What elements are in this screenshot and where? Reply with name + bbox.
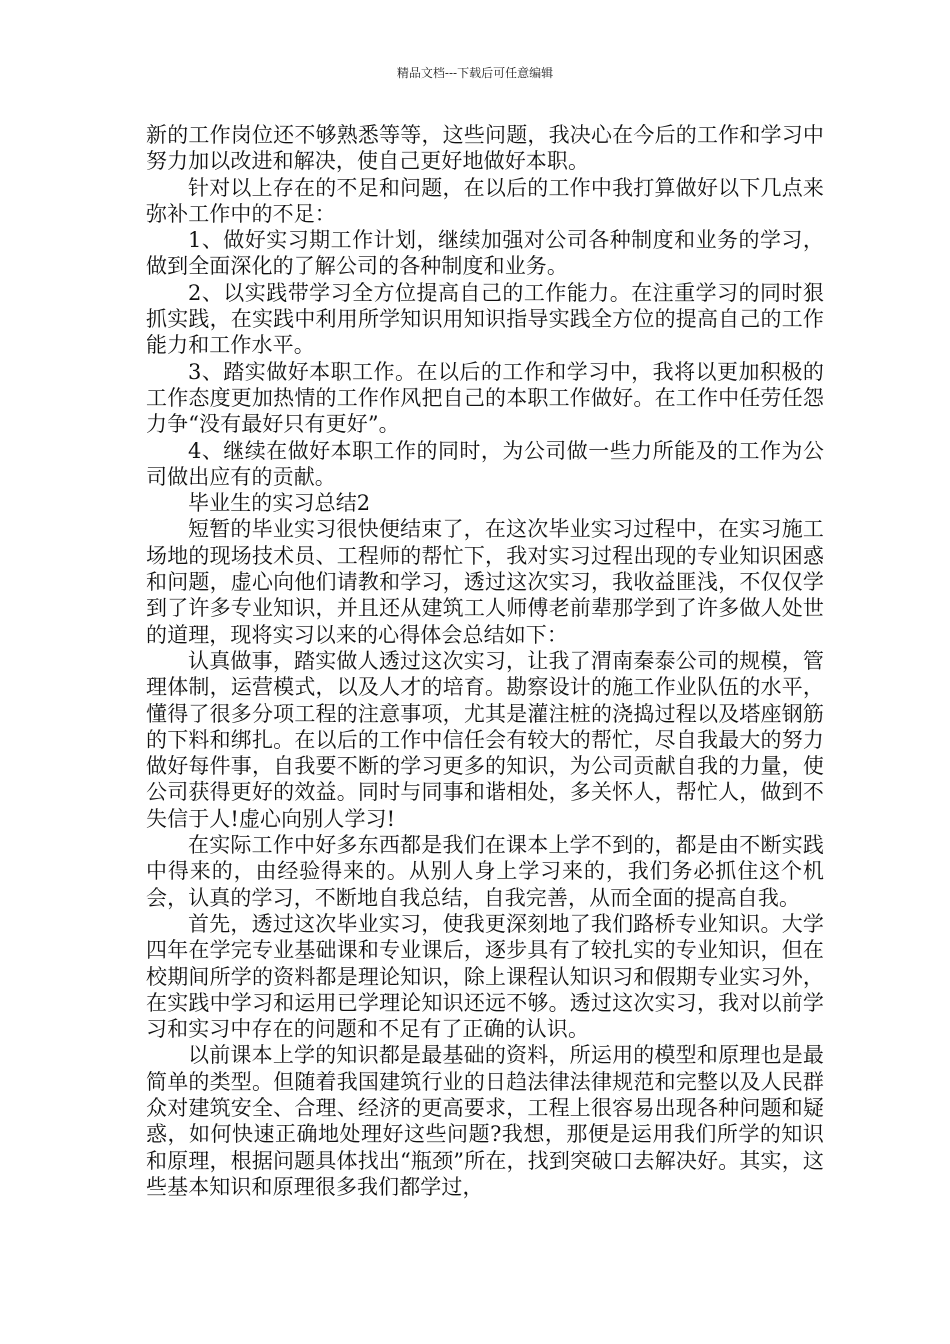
section-heading: 毕业生的实习总结2 [188, 491, 371, 516]
page-header: 精品文档---下载后可任意编辑 [396, 66, 554, 80]
paragraph: 2、以实践带学习全方位提高自己的工作能力。在注重学习的同时狠抓实践，在实践中利用所学知识用知识指导实践全方位的提高自己的工作能力和工作水平。 [146, 280, 824, 358]
paragraph: 1、做好实习期工作计划，继续加强对公司各种制度和业务的学习，做到全面深化的了解公司的各种制度和业务。 [146, 228, 824, 279]
paragraph: 首先，透过这次毕业实习，使我更深刻地了我们路桥专业知识。大学四年在学完专业基础课和专业课后，逐步具有了较扎实的专业知识，但在校期间所学的资料都是理论知识，除上课程认知识习和假期专业实习外，在实践中学习和运用已学理论知识还远不够。透过这次实习，我对以前学习和实习中存在的问题和不足有了正确的认识。 [146, 911, 824, 1042]
paragraph: 在实际工作中好多东西都是我们在课本上学不到的，都是由不断实践中得来的，由经验得来的。从别人身上学习来的，我们务必抓住这个机会，认真的学习，不断地自我总结，自我完善，从而全面的提高自我。 [146, 833, 824, 910]
document-body [146, 122, 824, 1200]
paragraph: 4、继续在做好本职工作的同时，为公司做一些力所能及的工作为公司做出应有的贡献。 [146, 438, 824, 489]
paragraph: 短暂的毕业实习很快便结束了，在这次毕业实习过程中，在实习施工场地的现场技术员、工程师的帮忙下，我对实习过程出现的专业知识困惑和问题，虚心向他们请教和学习，透过这次实习，我收益匪浅，不仅仅学到了许多专业知识，并且还从建筑工人师傅老前辈那学到了许多做人处世的道理，现将实习以来的心得体会总结如下： [146, 517, 824, 647]
paragraph: 以前课本上学的知识都是最基础的资料，所运用的模型和原理也是最简单的类型。但随着我国建筑行业的日趋法律法律规范和完整以及人民群众对建筑安全、合理、经济的更高要求，工程上很容易出现各种问题和疑惑，如何快速正确地处理好这些问题?我想，那便是运用我们所学的知识和原理，根据问题具体找出“瓶颈”所在，找到突破口去解决好。其实，这些基本知识和原理很多我们都学过， [146, 1043, 824, 1199]
paragraph: 3、踏实做好本职工作。在以后的工作和学习中，我将以更加积极的工作态度更加热情的工作作风把自己的本职工作做好。在工作中任劳任怨力争“没有最好只有更好”。 [146, 359, 824, 437]
paragraph: 针对以上存在的不足和问题，在以后的工作中我打算做好以下几点来弥补工作中的不足： [146, 175, 824, 226]
paragraph: 新的工作岗位还不够熟悉等等，这些问题，我决心在今后的工作和学习中努力加以改进和解决，使自己更好地做好本职。 [146, 123, 824, 174]
paragraph: 认真做事，踏实做人透过这次实习，让我了渭南秦泰公司的规模，管理体制，运营模式，以及人才的培育。勘察设计的施工作业队伍的水平，懂得了很多分项工程的注意事项，尤其是灌注桩的浇捣过程以及塔座钢筋的下料和绑扎。在以后的工作中信任会有较大的帮忙，尽自我最大的努力做好每件事，自我要不断的学习更多的知识，为公司贡献自我的力量，使公司获得更好的效益。同时与同事和谐相处，多关怀人，帮忙人，做到不失信于人!虚心向别人学习! [146, 648, 824, 831]
